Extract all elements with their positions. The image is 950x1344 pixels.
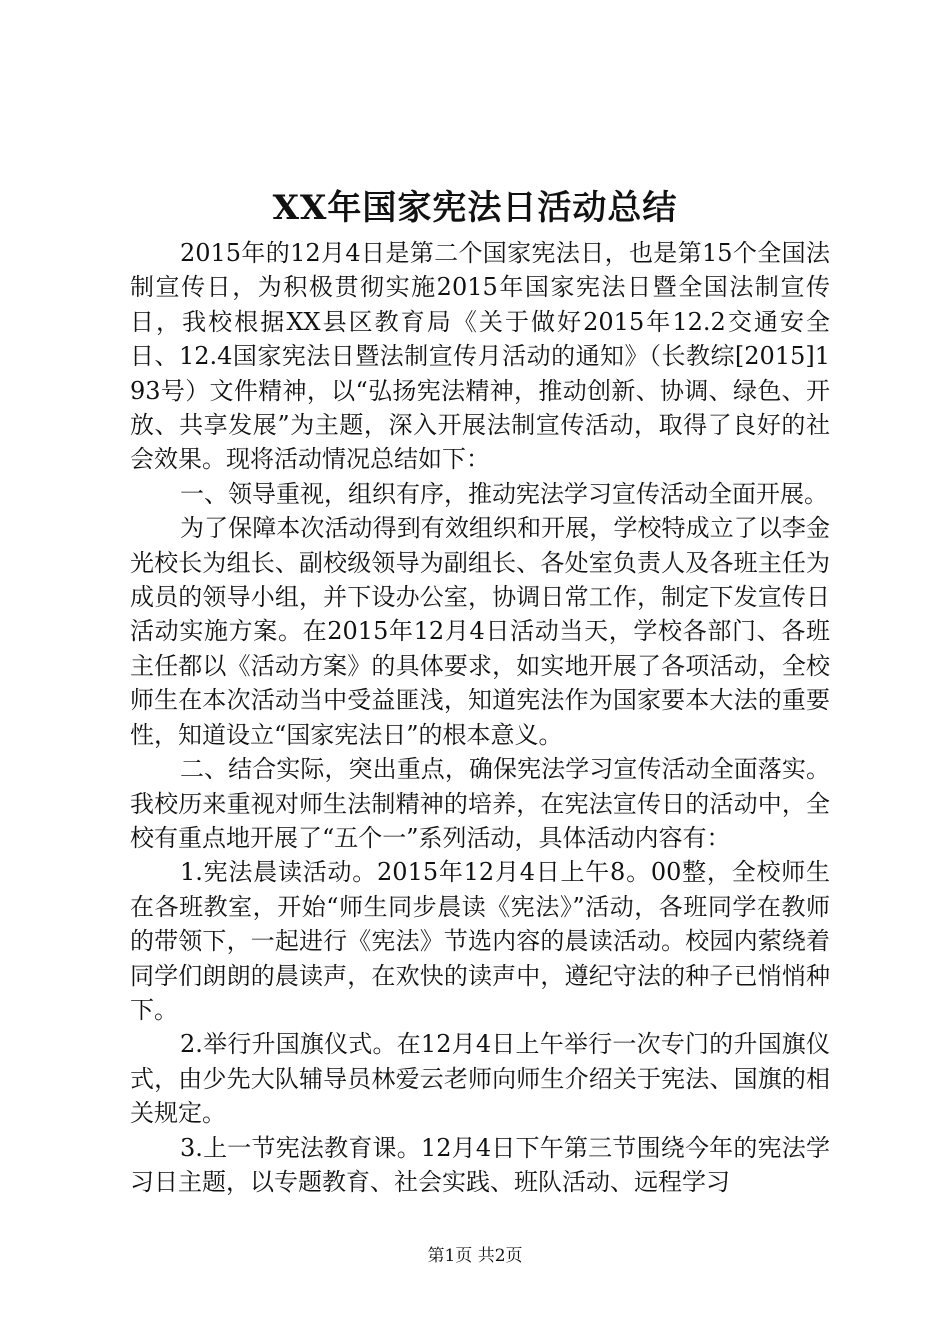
paragraph-section-1-heading: 一、领导重视，组织有序，推动宪法学习宣传活动全面开展。 bbox=[180, 479, 828, 508]
document-title: XX年国家宪法日活动总结 bbox=[272, 188, 678, 228]
paragraph-section-2: 二、结合实际，突出重点，确保宪法学习宣传活动全面落实。我校历来重视对师生法制精神的培养，在宪法宣传日的活动中，全校有重点地开展了“五个一”系列活动，具体活动内容有： bbox=[130, 755, 830, 852]
paragraph-activity-2: 2.举行升国旗仪式。在12月4日上午举行一次专门的升国旗仪式，由少先大队辅导员林爱云老师向师生介绍关于宪法、国旗的相关规定。 bbox=[130, 1030, 830, 1128]
paragraph-activity-1: 1.宪法晨读活动。2015年12月4日上午8。00整，全校师生在各班教室，开始“师生同步晨读《宪法》”活动，各班同学在教师的带领下，一起进行《宪法》节选内容的晨读活动。校园内萦绕着同学们朗朗的晨读声，在欢快的读声中，遵纪守法的种子已悄悄种下。 bbox=[130, 858, 830, 1024]
document-body bbox=[130, 236, 830, 1199]
paragraph-intro: 2015年的12月4日是第二个国家宪法日，也是第15个全国法制宣传日，为积极贯彻实施2015年国家宪法日暨全国法制宣传日，我校根据XX县区教育局《关于做好2015年12.2交通安全日、12.4国家宪法日暨法制宣传月活动的通知》（长教综[2015]193号）文件精神，以“弘扬宪法精神，推动创新、协调、绿色、开放、共享发展”为主题，深入开展法制宣传活动，取得了良好的社会效果。现将活动情况总结如下： bbox=[130, 239, 830, 474]
paragraph-section-1-body: 为了保障本次活动得到有效组织和开展，学校特成立了以李金光校长为组长、副校级领导为副组长、各处室负责人及各班主任为成员的领导小组，并下设办公室，协调日常工作，制定下发宣传日活动实施方案。在2015年12月4日活动当天，学校各部门、各班主任都以《活动方案》的具体要求，如实地开展了各项活动，全校师生在本次活动当中受益匪浅，知道宪法作为国家要本大法的重要性，知道设立“国家宪法日”的根本意义。 bbox=[130, 514, 830, 749]
paragraph-activity-3: 3.上一节宪法教育课。12月4日下午第三节围绕今年的宪法学习日主题，以专题教育、社会实践、班队活动、远程学习 bbox=[130, 1133, 830, 1196]
page-number-footer: 第1页 共2页 bbox=[427, 1246, 523, 1266]
